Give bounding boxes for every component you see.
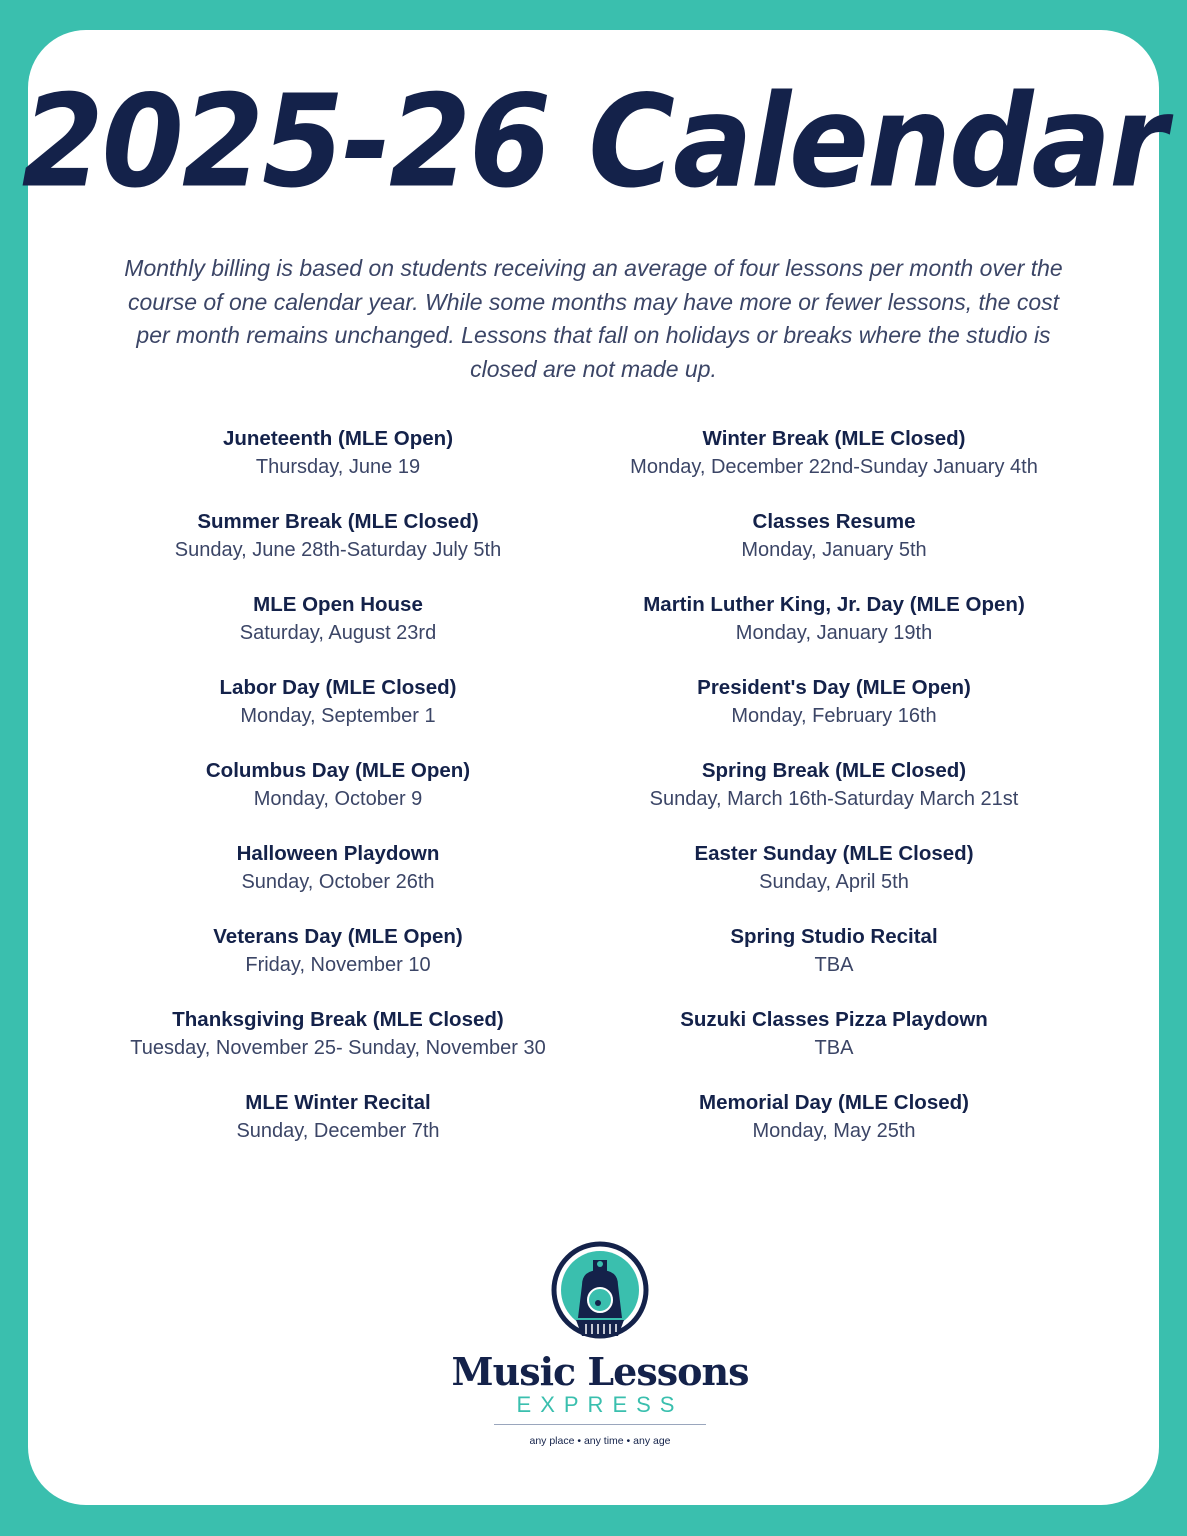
event-date: TBA (814, 1037, 854, 1059)
event-date: Friday, November 10 (245, 954, 431, 976)
event-item (78, 922, 598, 1005)
event-item (574, 1005, 1094, 1088)
event-name: Classes Resume (752, 510, 916, 533)
event-name: Thanksgiving Break (MLE Closed) (172, 1008, 504, 1031)
brand-name: Music Lessons (451, 1349, 749, 1394)
left-event-column (78, 424, 598, 1171)
event-item (574, 839, 1094, 922)
music-lessons-express-logo (440, 1240, 760, 1447)
event-item (78, 1005, 598, 1088)
event-item (574, 1088, 1094, 1171)
event-date: Thursday, June 19 (255, 456, 421, 478)
event-item (574, 424, 1094, 507)
event-date: Monday, December 22nd-Sunday January 4th (630, 456, 1038, 478)
event-name: Veterans Day (MLE Open) (213, 925, 463, 948)
event-date: Sunday, October 26th (241, 871, 435, 893)
event-date: Monday, January 5th (741, 539, 927, 561)
event-name: Spring Break (MLE Closed) (701, 759, 967, 782)
event-name: Halloween Playdown (236, 842, 440, 865)
event-name: Suzuki Classes Pizza Playdown (680, 1008, 988, 1031)
event-date: Monday, October 9 (253, 788, 423, 810)
event-name: Memorial Day (MLE Closed) (699, 1091, 969, 1114)
event-name: MLE Open House (253, 593, 423, 616)
event-name: MLE Winter Recital (245, 1091, 431, 1114)
event-item (78, 507, 598, 590)
event-item (574, 922, 1094, 1005)
event-name: Spring Studio Recital (730, 925, 938, 948)
event-date: Tuesday, November 25- Sunday, November 30 (130, 1037, 546, 1059)
event-name: Martin Luther King, Jr. Day (MLE Open) (643, 593, 1025, 616)
billing-intro: Monthly billing is based on students receiving an average of four lessons per month over the course of one calendar year. While some months may have more or fewer lessons, the cost per month remains unchanged. Lessons that fall on holidays or breaks where the studio is closed are not made up. (124, 255, 1063, 382)
event-name: Labor Day (MLE Closed) (219, 676, 457, 699)
page-title: 2025-26 Calendar (21, 66, 1166, 216)
event-name: Columbus Day (MLE Open) (205, 759, 471, 782)
brand-tagline: any place • any time • any age (529, 1435, 671, 1447)
train-icon (548, 1240, 652, 1344)
event-date: Sunday, April 5th (759, 871, 909, 893)
event-name: Summer Break (MLE Closed) (197, 510, 479, 533)
event-date: TBA (814, 954, 854, 976)
event-date: Monday, January 19th (735, 622, 933, 644)
event-item (574, 507, 1094, 590)
right-event-column (574, 424, 1094, 1171)
event-item (78, 839, 598, 922)
event-item (78, 1088, 598, 1171)
event-name: Easter Sunday (MLE Closed) (694, 842, 974, 865)
event-name: Winter Break (MLE Closed) (702, 427, 966, 450)
event-name: President's Day (MLE Open) (697, 676, 971, 699)
event-item (574, 673, 1094, 756)
event-item (78, 756, 598, 839)
event-item (78, 590, 598, 673)
brand-sub: EXPRESS (516, 1392, 684, 1417)
event-date: Monday, February 16th (731, 705, 937, 727)
event-date: Saturday, August 23rd (239, 622, 437, 644)
event-name: Juneteenth (MLE Open) (222, 427, 454, 450)
event-item (78, 673, 598, 756)
logo-divider (494, 1424, 706, 1425)
event-date: Sunday, March 16th-Saturday March 21st (649, 788, 1019, 810)
event-date: Monday, May 25th (752, 1120, 916, 1142)
event-date: Monday, September 1 (240, 705, 436, 727)
event-item (78, 424, 598, 507)
event-date: Sunday, December 7th (236, 1120, 440, 1142)
event-date: Sunday, June 28th-Saturday July 5th (174, 539, 502, 561)
event-item (574, 590, 1094, 673)
event-item (574, 756, 1094, 839)
